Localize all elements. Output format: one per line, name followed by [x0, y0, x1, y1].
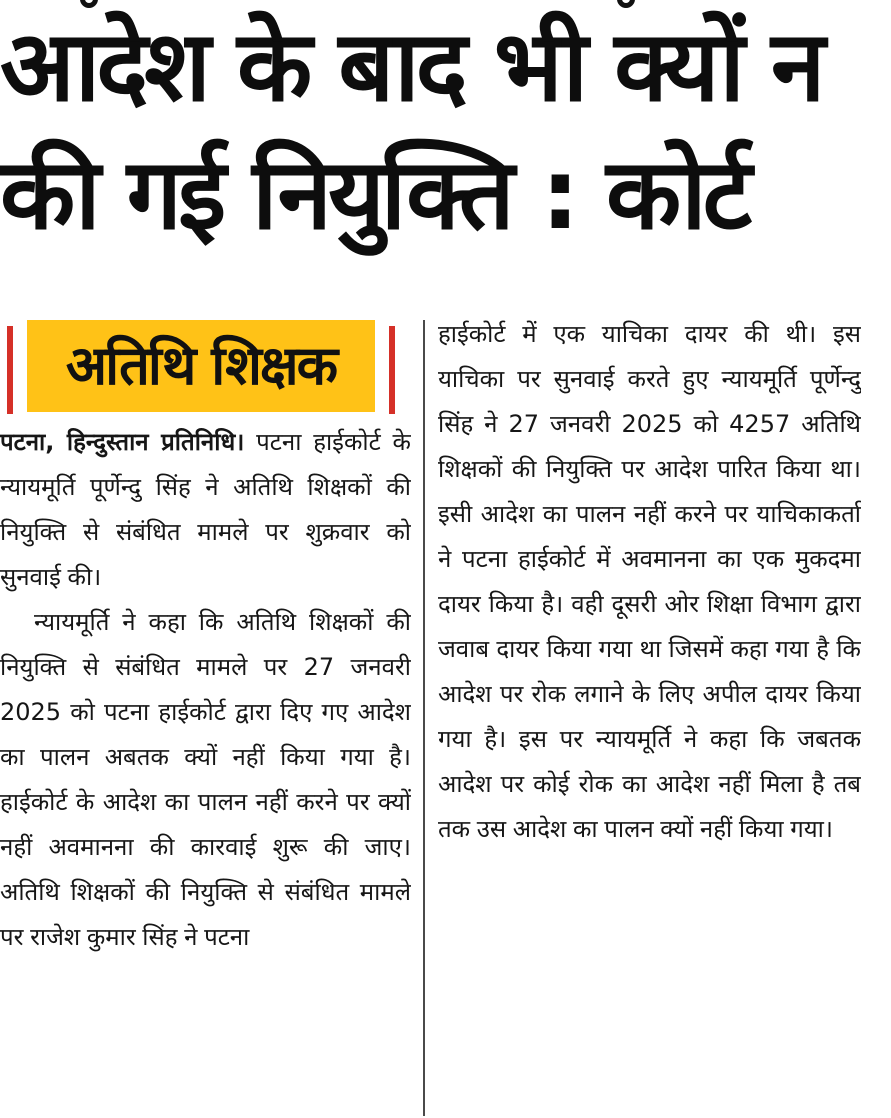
headline-line-1: आदेश के बाद भी क्यों न [0, 10, 822, 124]
kicker-right-bar [389, 326, 395, 414]
section-kicker [0, 312, 411, 420]
kicker-left-bar [7, 326, 13, 414]
article-body [0, 312, 891, 1118]
right-column [438, 312, 861, 1118]
headline-line-2: की गई नियुक्ति : कोर्ट [0, 138, 749, 252]
first-paragraph [0, 420, 411, 600]
paragraph-2-left: न्यायमूर्ति ने कहा कि अतिथि शिक्षकों की नियुक्ति से संबंधित मामले पर 27 जनवरी 2025 को पटना हाईकोर्ट द्वारा दिए गए आदेश का पालन अबतक क्यों नहीं किया गया है। हाईकोर्ट के आदेश का पालन नहीं करने पर क्यों नहीं अवमानना की कारवाई शुरू की जाए। अतिथि शिक्षकों की नियुक्ति से संबंधित मामले पर राजेश कुमार सिंह ने पटना [0, 608, 411, 951]
column-rule [423, 320, 425, 1116]
paragraph-1-text: पटना हाईकोर्ट के न्यायमूर्ति पूर्णेन्दु सिंह ने अतिथि शिक्षकों की नियुक्ति से संबंधित मामले पर शुक्रवार को सुनवाई की। [0, 428, 411, 591]
left-column [0, 312, 411, 1118]
dateline: पटना, हिन्दुस्तान प्रतिनिधि। [0, 428, 245, 456]
headline [0, 3, 891, 259]
kicker-label: अतिथि शिक्षक [65, 334, 337, 397]
kicker-box [27, 320, 375, 412]
paragraph-2-right: हाईकोर्ट में एक याचिका दायर की थी। इस याचिका पर सुनवाई करते हुए न्यायमूर्ति पूर्णेन्दु सिंह ने 27 जनवरी 2025 को 4257 अतिथि शिक्षकों की नियुक्ति पर आदेश पारित किया था। इसी आदेश का पालन नहीं करने पर याचिकाकर्ता ने पटना हाईकोर्ट में अवमानना का एक मुकदमा दायर किया है। वही दूसरी ओर शिक्षा विभाग द्वारा जवाब दायर किया गया था जिसमें कहा गया है कि आदेश पर रोक लगाने के लिए अपील दायर किया गया है। इस पर न्यायमूर्ति ने कहा कि जबतक आदेश पर कोई रोक का आदेश नहीं मिला है तब तक उस आदेश का पालन क्यों नहीं किया गया। [438, 320, 861, 843]
